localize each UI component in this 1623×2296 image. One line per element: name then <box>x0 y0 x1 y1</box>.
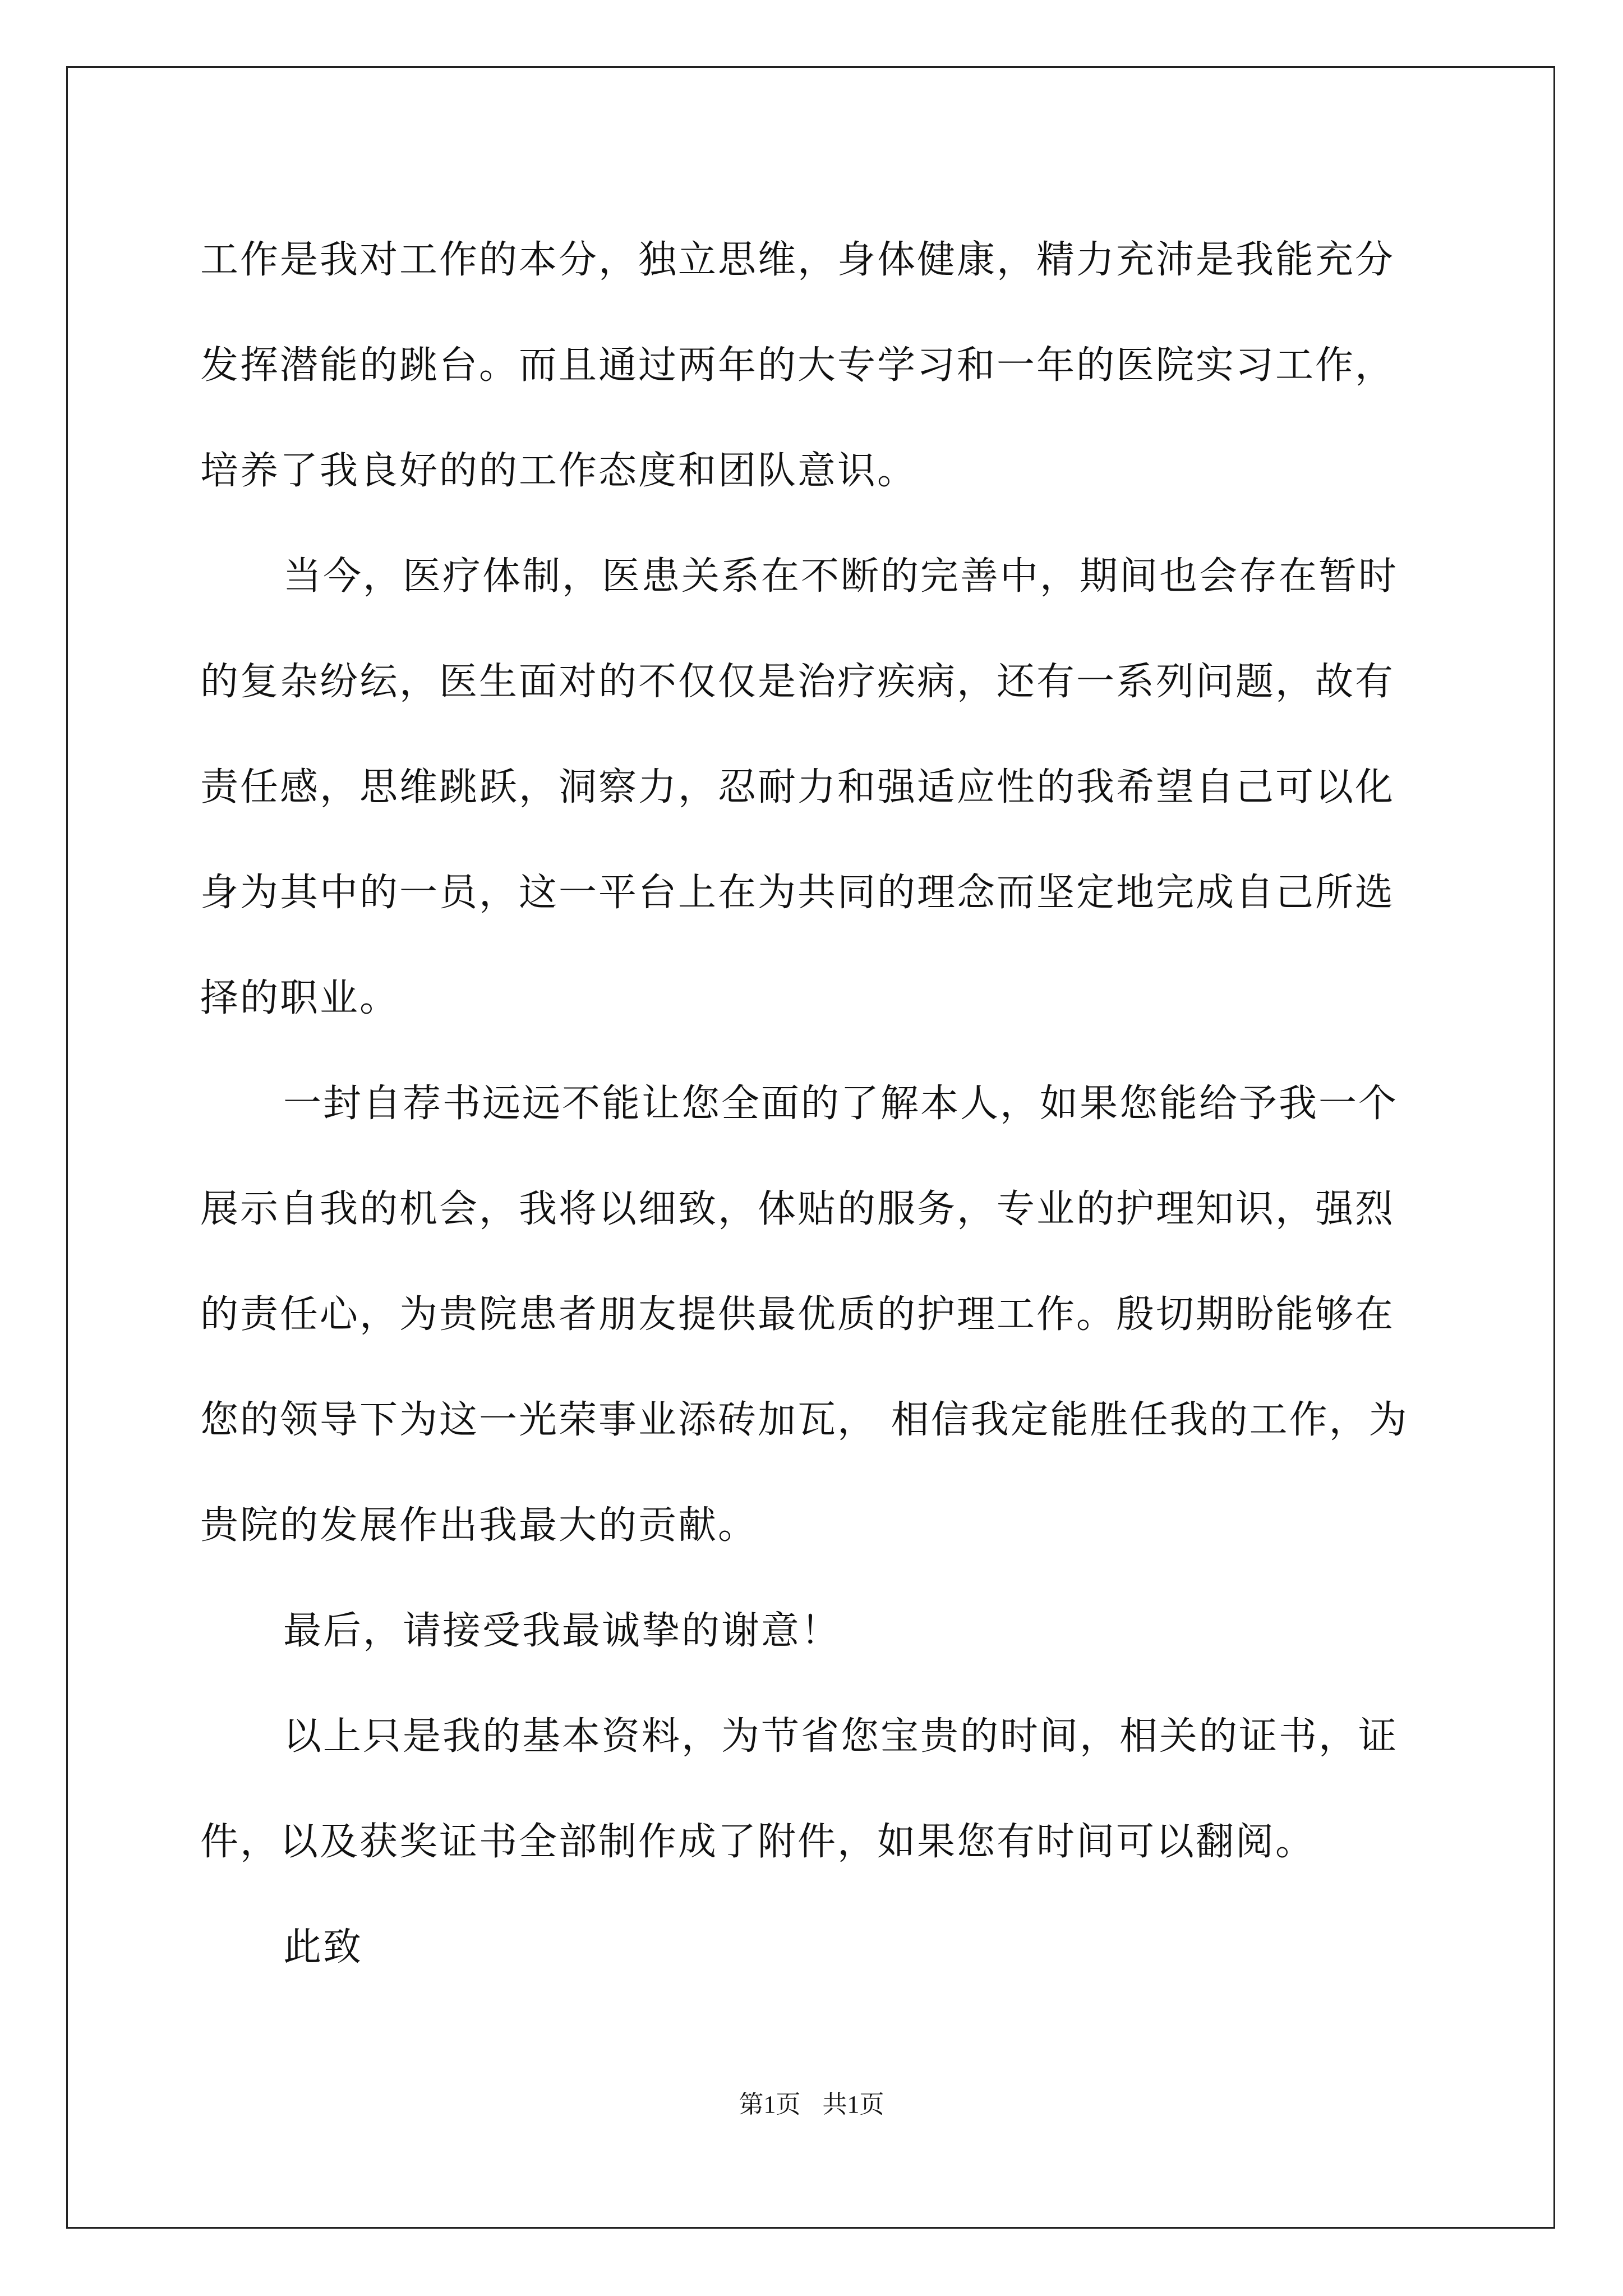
body-line: 您的领导下为这一光荣事业添砖加瓦， 相信我定能胜任我的工作，为 <box>200 1398 1409 1442</box>
body-line: 一封自荐书远远不能让您全面的了解本人，如果您能给予我一个 <box>283 1082 1399 1126</box>
body-line: 的责任心，为贵院患者朋友提供最优质的护理工作。殷切期盼能够在 <box>200 1292 1395 1337</box>
body-line: 以上只是我的基本资料，为节省您宝贵的时间，相关的证书，证 <box>283 1714 1399 1759</box>
body-line: 最后，请接受我最诚挚的谢意！ <box>283 1609 841 1653</box>
body-line: 此致 <box>283 1925 363 1970</box>
body-line: 展示自我的机会，我将以细致，体贴的服务，专业的护理知识，强烈 <box>200 1187 1395 1231</box>
body-line: 发挥潜能的跳台。而且通过两年的大专学习和一年的医院实习工作， <box>200 343 1395 388</box>
body-line: 工作是我对工作的本分，独立思维，身体健康，精力充沛是我能充分 <box>200 238 1395 282</box>
body-line: 当今，医疗体制，医患关系在不断的完善中，期间也会存在暂时 <box>283 554 1399 599</box>
body-line: 贵院的发展作出我最大的贡献。 <box>200 1503 758 1548</box>
body-line: 责任感，思维跳跃，洞察力，忍耐力和强适应性的我希望自己可以化 <box>200 765 1395 809</box>
body-line: 的复杂纷纭，医生面对的不仅仅是治疗疾病，还有一系列问题，故有 <box>200 660 1395 704</box>
page-number-total: 共1页 <box>822 2091 884 2118</box>
body-line: 择的职业。 <box>200 976 400 1020</box>
document-body <box>200 208 1431 2000</box>
body-line: 件，以及获奖证书全部制作成了附件，如果您有时间可以翻阅。 <box>200 1820 1316 1864</box>
page-footer <box>0 2088 1623 2122</box>
page-number-current: 第1页 <box>739 2091 801 2118</box>
body-line: 培养了我良好的的工作态度和团队意识。 <box>200 449 917 493</box>
body-line: 身为其中的一员，这一平台上在为共同的理念而坚定地完成自己所选 <box>200 871 1395 915</box>
